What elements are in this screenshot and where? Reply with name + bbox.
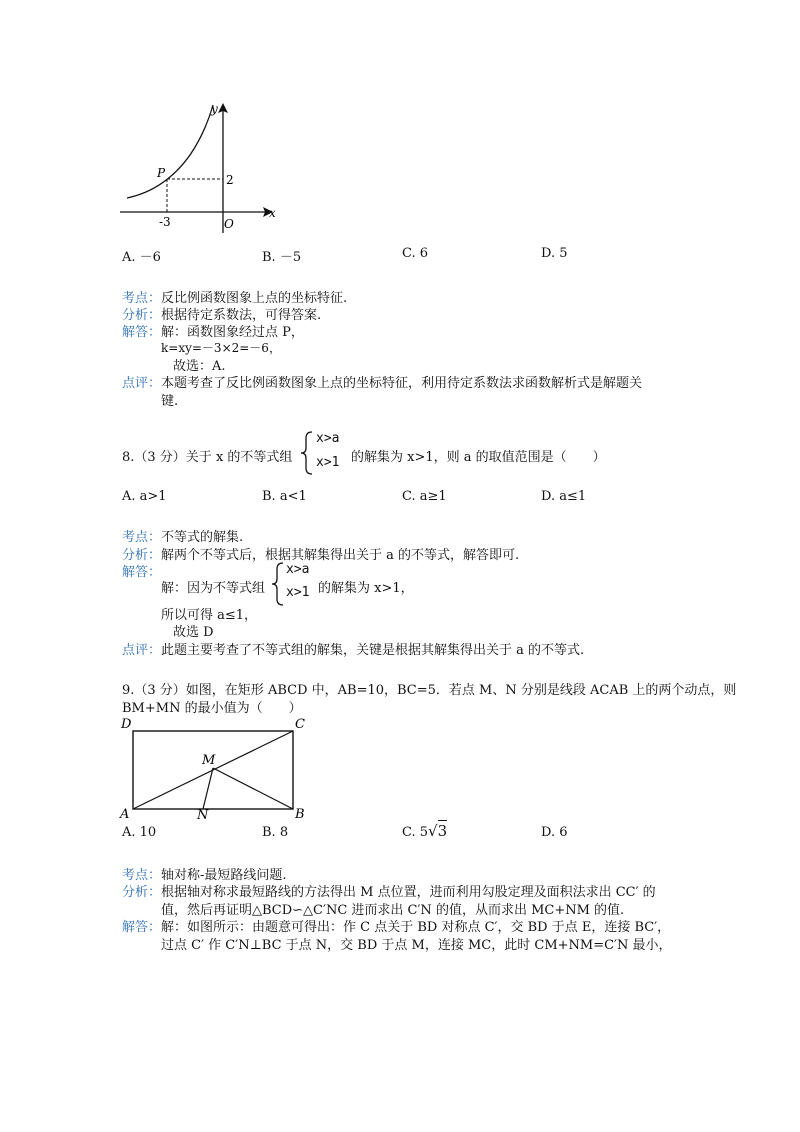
q7-function-graph — [115, 95, 285, 235]
q8-brace-icon — [300, 430, 314, 476]
q9-kaodian-text: 轴对称-最短路线问题. — [161, 868, 287, 883]
q8-jieda-system-line1: x>a — [286, 562, 310, 577]
vertex-c-label: C — [295, 717, 305, 732]
q7-jieda-label: 解答： — [122, 325, 162, 340]
q8-jieda-line2: 所以可得 a≤1， — [161, 608, 258, 623]
q7-fenxi-label: 分析： — [122, 308, 162, 323]
q9-option-a[interactable]: A. 10 — [122, 825, 157, 840]
q8-system-line2: x>1 — [316, 455, 340, 470]
q7-dianping-line2: 键. — [161, 394, 179, 409]
q7-dianping-label: 点评： — [122, 376, 162, 391]
q7-option-d[interactable]: D. 5 — [541, 246, 568, 261]
q9-fenxi-line1: 根据轴对称求最短路线的方法得出 M 点位置，进而利用勾股定理及面积法求出 CC′ 的 — [161, 885, 656, 900]
q9-kaodian-label: 考点： — [122, 868, 162, 883]
point-p-label: P — [157, 166, 166, 180]
q9-stem-line2: BM+MN 的最小值为（ ） — [122, 701, 302, 716]
q8-stem-post: 的解集为 x>1，则 a 的取值范围是（ ） — [351, 450, 606, 465]
y-axis-label: y — [211, 102, 218, 116]
q8-system-line1: x>a — [316, 431, 340, 446]
q8-fenxi-label: 分析： — [122, 548, 162, 563]
q9-fenxi-label: 分析： — [122, 885, 162, 900]
vertex-d-label: D — [121, 717, 132, 732]
point-n-label: N — [197, 808, 209, 820]
x-axis-label: x — [269, 206, 276, 220]
vertex-b-label: B — [295, 807, 305, 820]
hyperbola-curve — [127, 105, 213, 198]
q8-stem-pre: 8.（3 分）关于 x 的不等式组 — [122, 450, 293, 465]
q9-jieda-label: 解答： — [122, 920, 162, 935]
sqrt-icon: √ — [428, 822, 438, 840]
y-tick-label: 2 — [226, 173, 234, 187]
q8-dianping-label: 点评： — [122, 643, 162, 658]
q8-jieda-system-line2: x>1 — [286, 585, 310, 600]
q8-option-d[interactable]: D. a≤1 — [541, 489, 587, 504]
q8-jieda-brace-icon — [271, 561, 285, 607]
x-tick-label: -3 — [159, 215, 171, 229]
q8-dianping-text: 此题主要考查了不等式组的解集，关键是根据其解集得出关于 a 的不等式. — [161, 643, 585, 658]
q9-option-c-prefix: C. 5 — [402, 825, 429, 840]
q7-fenxi-text: 根据待定系数法，可得答案. — [161, 308, 322, 323]
q9-stem-line1: 9.（3 分）如图，在矩形 ABCD 中，AB=10，BC=5．若点 M、N 分别是线段 ACAB 上的两个动点，则 — [122, 683, 737, 698]
q8-jieda-pre: 解：因为不等式组 — [161, 581, 266, 596]
q9-jieda-line2: 过点 C′ 作 C′N⊥BC 于点 N，交 BD 于点 M，连接 MC，此时 CM+NM=C′N 最小， — [161, 938, 672, 953]
q7-jieda-line2: k=xy=－3×2=－6， — [161, 341, 281, 355]
q7-option-b[interactable]: B. －5 — [262, 250, 302, 265]
q7-kaodian-label: 考点： — [122, 291, 162, 306]
q9-option-d[interactable]: D. 6 — [541, 825, 568, 840]
q8-jieda-line3: 故选 D — [173, 625, 214, 640]
q8-kaodian-text: 不等式的解集. — [161, 530, 244, 545]
q7-dianping-line1: 本题考查了反比例函数图象上点的坐标特征，利用待定系数法求函数解析式是解题关 — [161, 376, 643, 391]
q7-kaodian-text: 反比例函数图象上点的坐标特征. — [161, 291, 348, 306]
origin-label: O — [224, 217, 234, 231]
q9-jieda-line1: 解：如图所示：由题意可得出：作 C 点关于 BD 对称点 C′，交 BD 于点 E，连接 BC′， — [161, 920, 671, 935]
q8-jieda-label: 解答： — [122, 565, 162, 580]
q7-jieda-line1: 解：函数图象经过点 P， — [161, 325, 304, 340]
q9-option-c-radicand: 3 — [437, 822, 448, 840]
point-m-label: M — [202, 753, 216, 768]
q8-option-a[interactable]: A. a>1 — [122, 489, 167, 504]
q8-option-b[interactable]: B. a<1 — [262, 489, 307, 504]
q7-option-c[interactable]: C. 6 — [402, 246, 429, 261]
q8-fenxi-text: 解两个不等式后，根据其解集得出关于 a 的不等式，解答即可. — [161, 548, 520, 563]
q8-option-c[interactable]: C. a≥1 — [402, 489, 447, 504]
q7-jieda-line3: 故选：A. — [173, 359, 226, 374]
vertex-a-label: A — [120, 807, 130, 820]
q9-option-c[interactable] — [402, 822, 447, 840]
q8-kaodian-label: 考点： — [122, 530, 162, 545]
q9-fenxi-line2: 值，然后再证明△BCD∽△C′NC 进而求出 C′N 的值，从而求出 MC+NM 的值. — [161, 903, 625, 918]
segment-bm — [213, 768, 293, 809]
q9-rectangle-figure — [118, 714, 314, 820]
q9-option-b[interactable]: B. 8 — [262, 825, 289, 840]
q7-option-a[interactable]: A. －6 — [122, 250, 161, 265]
q8-jieda-post: 的解集为 x>1， — [318, 581, 414, 596]
